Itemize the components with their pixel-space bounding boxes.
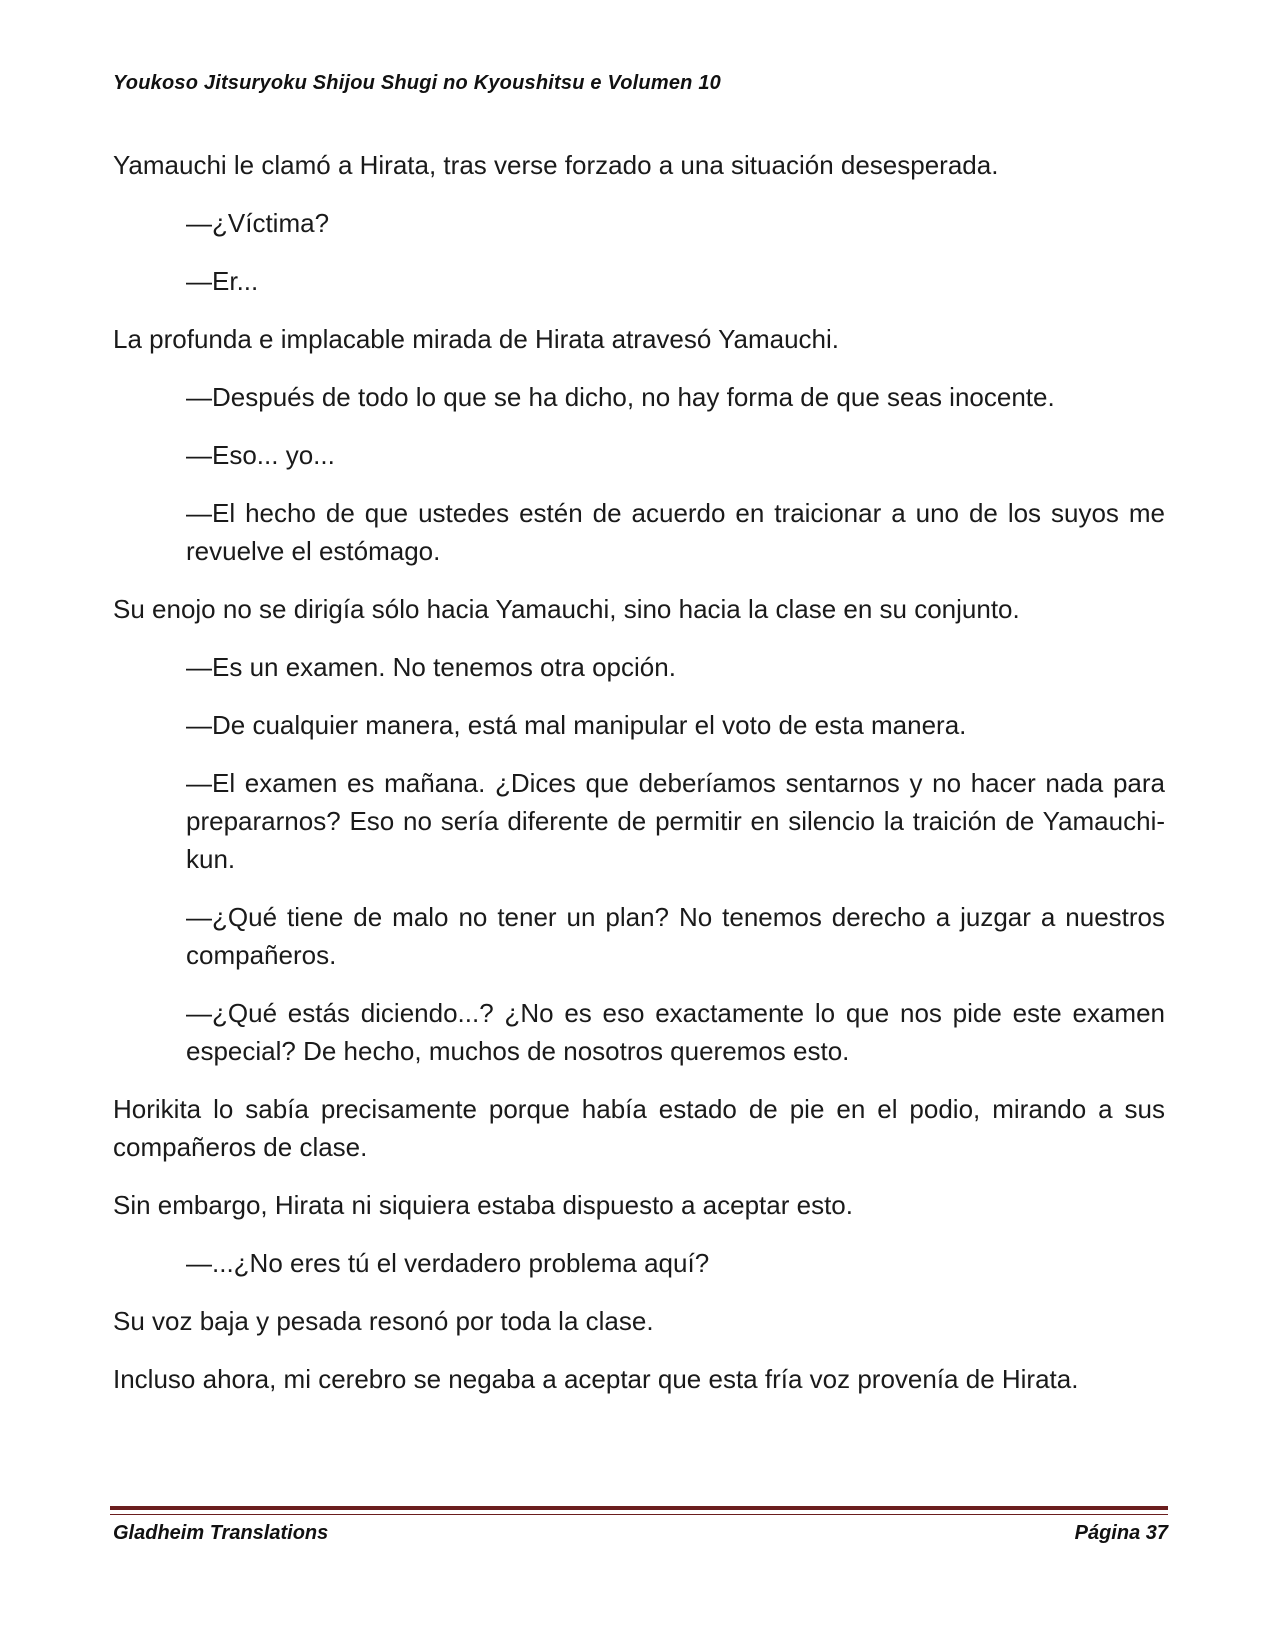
footer-divider-thin [110,1514,1168,1515]
document-body [113,146,1165,1418]
dialogue-line-10: —¿Qué estás diciendo...? ¿No es eso exactamente lo que nos pide este examen especial? De hecho, muchos de nosotros queremos esto. [186,998,1165,1066]
paragraph-3: Su enojo no se dirigía sólo hacia Yamauchi, sino hacia la clase en su conjunto. [113,594,1020,624]
dialogue-line-7: —De cualquier manera, está mal manipular el voto de esta manera. [186,710,967,740]
dialogue-line-4: —Eso... yo... [186,440,335,470]
paragraph-6: Su voz baja y pesada resonó por toda la clase. [113,1306,654,1336]
dialogue-line-6: —Es un examen. No tenemos otra opción. [186,652,676,682]
footer-publisher: Gladheim Translations [113,1522,329,1544]
paragraph-4: Horikita lo sabía precisamente porque había estado de pie en el podio, mirando a sus compañeros de clase. [113,1094,1165,1162]
page-header-title: Youkoso Jitsuryoku Shijou Shugi no Kyoushitsu e Volumen 10 [113,72,721,94]
footer-divider-thick [110,1506,1168,1510]
paragraph-7: Incluso ahora, mi cerebro se negaba a aceptar que esta fría voz provenía de Hirata. [113,1364,1079,1394]
paragraph-1: Yamauchi le clamó a Hirata, tras verse forzado a una situación desesperada. [113,150,999,180]
dialogue-line-2: —Er... [186,266,259,296]
dialogue-line-3: —Después de todo lo que se ha dicho, no hay forma de que seas inocente. [186,382,1055,412]
dialogue-line-5: —El hecho de que ustedes estén de acuerdo en traicionar a uno de los suyos me revuelve el estómago. [186,498,1165,566]
footer-page-number: Página 37 [1074,1522,1168,1544]
paragraph-2: La profunda e implacable mirada de Hirata atravesó Yamauchi. [113,324,840,354]
dialogue-line-9: —¿Qué tiene de malo no tener un plan? No tenemos derecho a juzgar a nuestros compañeros. [186,902,1165,970]
dialogue-line-11: —...¿No eres tú el verdadero problema aquí? [186,1248,710,1278]
dialogue-line-1: —¿Víctima? [186,208,330,238]
paragraph-5: Sin embargo, Hirata ni siquiera estaba dispuesto a aceptar esto. [113,1190,853,1220]
dialogue-line-8: —El examen es mañana. ¿Dices que deberíamos sentarnos y no hacer nada para prepararnos? Eso no sería diferente de permitir en silencio la traición de Yamauchi-kun. [186,768,1165,874]
